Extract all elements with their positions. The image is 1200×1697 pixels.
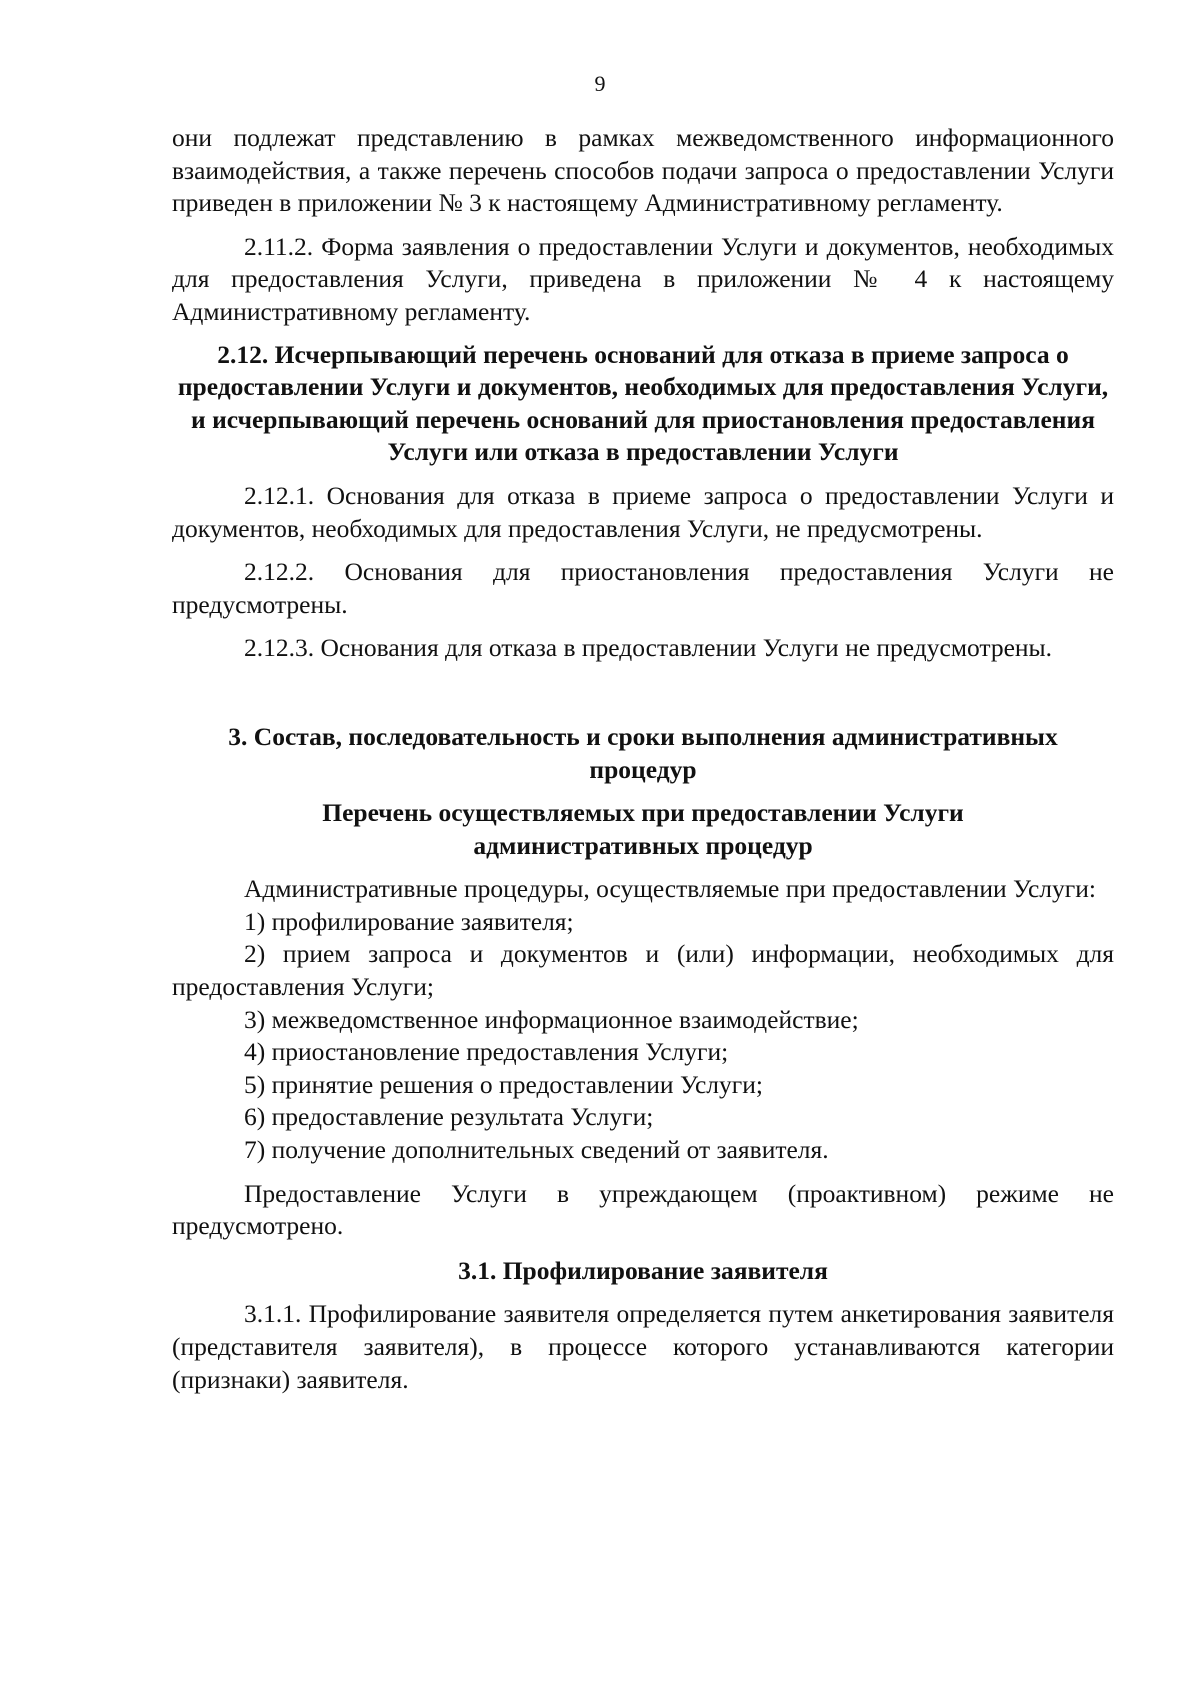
paragraph-continuation: они подлежат представлению в рамках межведомственного информационного взаимодействия, а также перечень способов подачи запроса о предоставлении Услуги приведен в приложении № 3 к настоящему Административному регламенту. [172,123,1114,218]
document-body [172,122,1114,1396]
procedure-item: 2) прием запроса и документов и (или) информации, необходимых для предоставления Услуги; [172,939,1114,1002]
heading-section-3: 3. Состав, последовательность и сроки выполнения административных процедур [228,721,1058,784]
paragraph-2-12-3: 2.12.3. Основания для отказа в предоставлении Услуги не предусмотрены. [244,633,1053,663]
procedure-item: 4) приостановление предоставления Услуги; [244,1037,729,1067]
paragraph-proactive-note: Предоставление Услуги в упреждающем (проактивном) режиме не предусмотрено. [172,1178,1114,1241]
heading-3-1: 3.1. Профилирование заявителя [458,1255,828,1285]
paragraph-2-11-2: 2.11.2. Форма заявления о предоставлении Услуги и документов, необходимых для предоставления Услуги, приведена в приложении № 4 к настоящему Административному регламенту. [172,231,1114,326]
procedure-item: 3) межведомственное информационное взаимодействие; [244,1004,859,1034]
heading-procedures-list: Перечень осуществляемых при предоставлении Услуги административных процедур [322,798,964,860]
paragraph-3-1-1: 3.1.1. Профилирование заявителя определяется путем анкетирования заявителя (представителя заявителя), в процессе которого устанавливаются категории (признаки) заявителя. [172,1299,1114,1394]
paragraph-2-12-2: 2.12.2. Основания для приостановления предоставления Услуги не предусмотрены. [172,557,1114,619]
procedure-item: 5) принятие решения о предоставлении Услуги; [244,1069,763,1099]
paragraph-procedures-intro: Административные процедуры, осуществляемые при предоставлении Услуги: [244,874,1096,904]
page-number: 9 [594,71,606,96]
procedure-item: 7) получение дополнительных сведений от заявителя. [244,1135,829,1165]
heading-2-12: 2.12. Исчерпывающий перечень оснований для отказа в приеме запроса о предоставлении Услуги и документов, необходимых для предоставления Услуги, и исчерпывающий перечень оснований для приостановления предоставления Услуги или отказа в предоставлении Услуги [177,339,1109,467]
procedure-item: 1) профилирование заявителя; [244,906,574,936]
paragraph-2-12-1: 2.12.1. Основания для отказа в приеме запроса о предоставлении Услуги и документов, необходимых для предоставления Услуги, не предусмотрены. [172,480,1114,543]
procedure-item: 6) предоставление результата Услуги; [244,1102,654,1132]
